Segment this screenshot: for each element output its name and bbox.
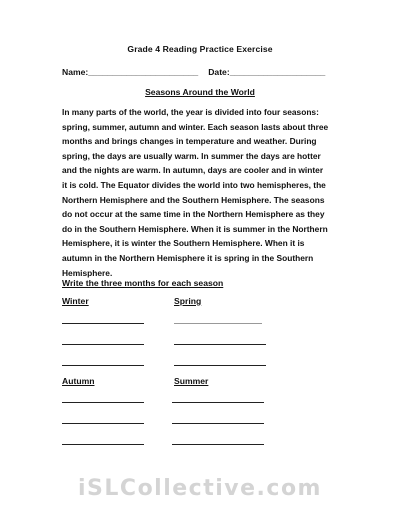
spring-heading: Spring	[174, 296, 202, 306]
winter-answer-line-2	[62, 344, 144, 345]
date-field: Date:____________________	[208, 67, 326, 77]
reading-passage	[62, 105, 362, 280]
spring-answer-line-2	[174, 344, 266, 345]
passage-title: Seasons Around the World	[145, 87, 255, 97]
spring-answer-line-1	[174, 323, 262, 324]
passage-line: spring, summer, autumn and winter. Each season lasts about three	[62, 121, 329, 132]
autumn-answer-line-1	[62, 402, 144, 403]
winter-heading: Winter	[62, 296, 89, 306]
summer-heading: Summer	[174, 376, 209, 386]
passage-line: Northern Hemisphere and the Southern Hemisphere. The seasons	[62, 194, 325, 205]
passage-line: spring, the days are usually warm. In summer the days are hotter	[62, 150, 321, 161]
worksheet-title: Grade 4 Reading Practice Exercise	[127, 44, 273, 54]
summer-answer-line-3	[172, 444, 264, 445]
exercise-instruction: Write the three months for each season	[62, 278, 224, 288]
passage-line: do in the Southern Hemisphere. When it is summer in the Northern	[62, 223, 328, 234]
autumn-heading: Autumn	[62, 376, 95, 386]
passage-line: autumn in the Northern Hemisphere it is spring in the Southern	[62, 252, 314, 263]
summer-answer-line-2	[172, 423, 264, 424]
name-date-row	[62, 67, 325, 77]
winter-answer-line-1	[62, 323, 144, 324]
autumn-answer-line-3	[62, 444, 144, 445]
passage-line: and the nights are warm. In autumn, days are cooler and in winter	[62, 165, 324, 176]
passage-line: In many parts of the world, the year is divided into four seasons:	[62, 107, 319, 117]
passage-line: it is cold. The Equator divides the world into two hemispheres, the	[62, 179, 326, 190]
passage-line: months and brings changes in temperature and weather. During	[62, 136, 317, 147]
passage-line: Hemisphere, it is winter the Southern Hemisphere. When it is	[62, 238, 305, 249]
passage-line: Hemisphere.	[62, 267, 113, 278]
name-field: Name:_______________________	[62, 67, 199, 77]
summer-answer-line-1	[172, 402, 264, 403]
spring-answer-line-3	[174, 365, 266, 366]
site-watermark: iSLCollective.com	[78, 476, 322, 501]
winter-answer-line-3	[62, 365, 144, 366]
passage-line: do not occur at the same time in the Northern Hemisphere as they	[62, 209, 325, 220]
autumn-answer-line-2	[62, 423, 144, 424]
